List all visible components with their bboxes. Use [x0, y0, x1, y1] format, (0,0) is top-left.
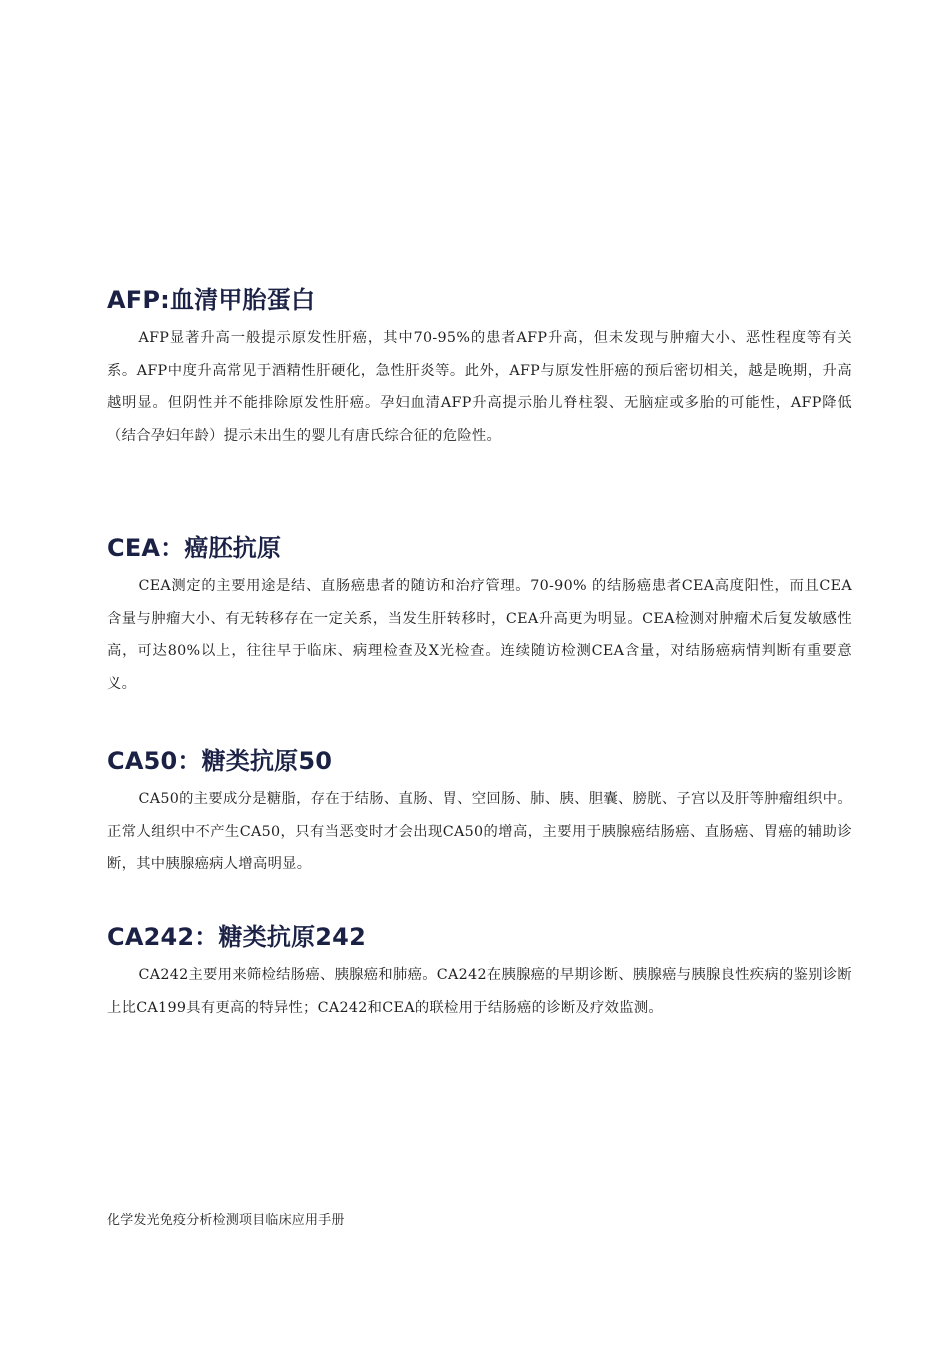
- section-body-ca50: CA50的主要成分是糖脂，存在于结肠、直肠、胃、空回肠、肺、胰、胆囊、膀胱、子宫以及肝等肿瘤组织中。正常人组织中不产生CA50，只有当恶变时才会出现CA50的增高，主要用于胰腺癌结肠癌、直肠癌、胃癌的辅助诊断，其中胰腺癌病人增高明显。: [107, 791, 852, 872]
- section-body-cea: CEA测定的主要用途是结、直肠癌患者的随访和治疗管理。70-90% 的结肠癌患者CEA高度阳性，而且CEA含量与肿瘤大小、有无转移存在一定关系，当发生肝转移时，CEA升高更为明显。CEA检测对肿瘤术后复发敏感性高，可达80%以上，往往早于临床、病理检查及X光检查。连续随访检测CEA含量，对结肠癌病情判断有重要意义。: [107, 578, 852, 692]
- section-heading-ca50: CA50：糖类抗原50: [107, 747, 333, 775]
- section-heading-afp: AFP:血清甲胎蛋白: [107, 286, 316, 314]
- section-ca242: [107, 921, 852, 1024]
- section-heading-ca242: CA242：糖类抗原242: [107, 923, 366, 951]
- section-afp: [107, 284, 852, 452]
- section-heading-cea: CEA：癌胚抗原: [107, 534, 282, 562]
- section-body-afp: AFP显著升高一般提示原发性肝癌，其中70-95%的患者AFP升高，但未发现与肿瘤大小、恶性程度等有关系。AFP中度升高常见于酒精性肝硬化，急性肝炎等。此外，AFP与原发性肝癌的预后密切相关，越是晚期，升高越明显。但阴性并不能排除原发性肝癌。孕妇血清AFP升高提示胎儿脊柱裂、无脑症或多胎的可能性，AFP降低（结合孕妇年龄）提示未出生的婴儿有唐氏综合征的危险性。: [107, 330, 852, 444]
- section-body-ca242: CA242主要用来筛检结肠癌、胰腺癌和肺癌。CA242在胰腺癌的早期诊断、胰腺癌与胰腺良性疾病的鉴别诊断上比CA199具有更高的特异性；CA242和CEA的联检用于结肠癌的诊断及疗效监测。: [107, 967, 852, 1016]
- section-cea: [107, 532, 852, 700]
- section-ca50: [107, 745, 852, 881]
- page-footer: 化学发光免疫分析检测项目临床应用手册: [107, 1213, 345, 1228]
